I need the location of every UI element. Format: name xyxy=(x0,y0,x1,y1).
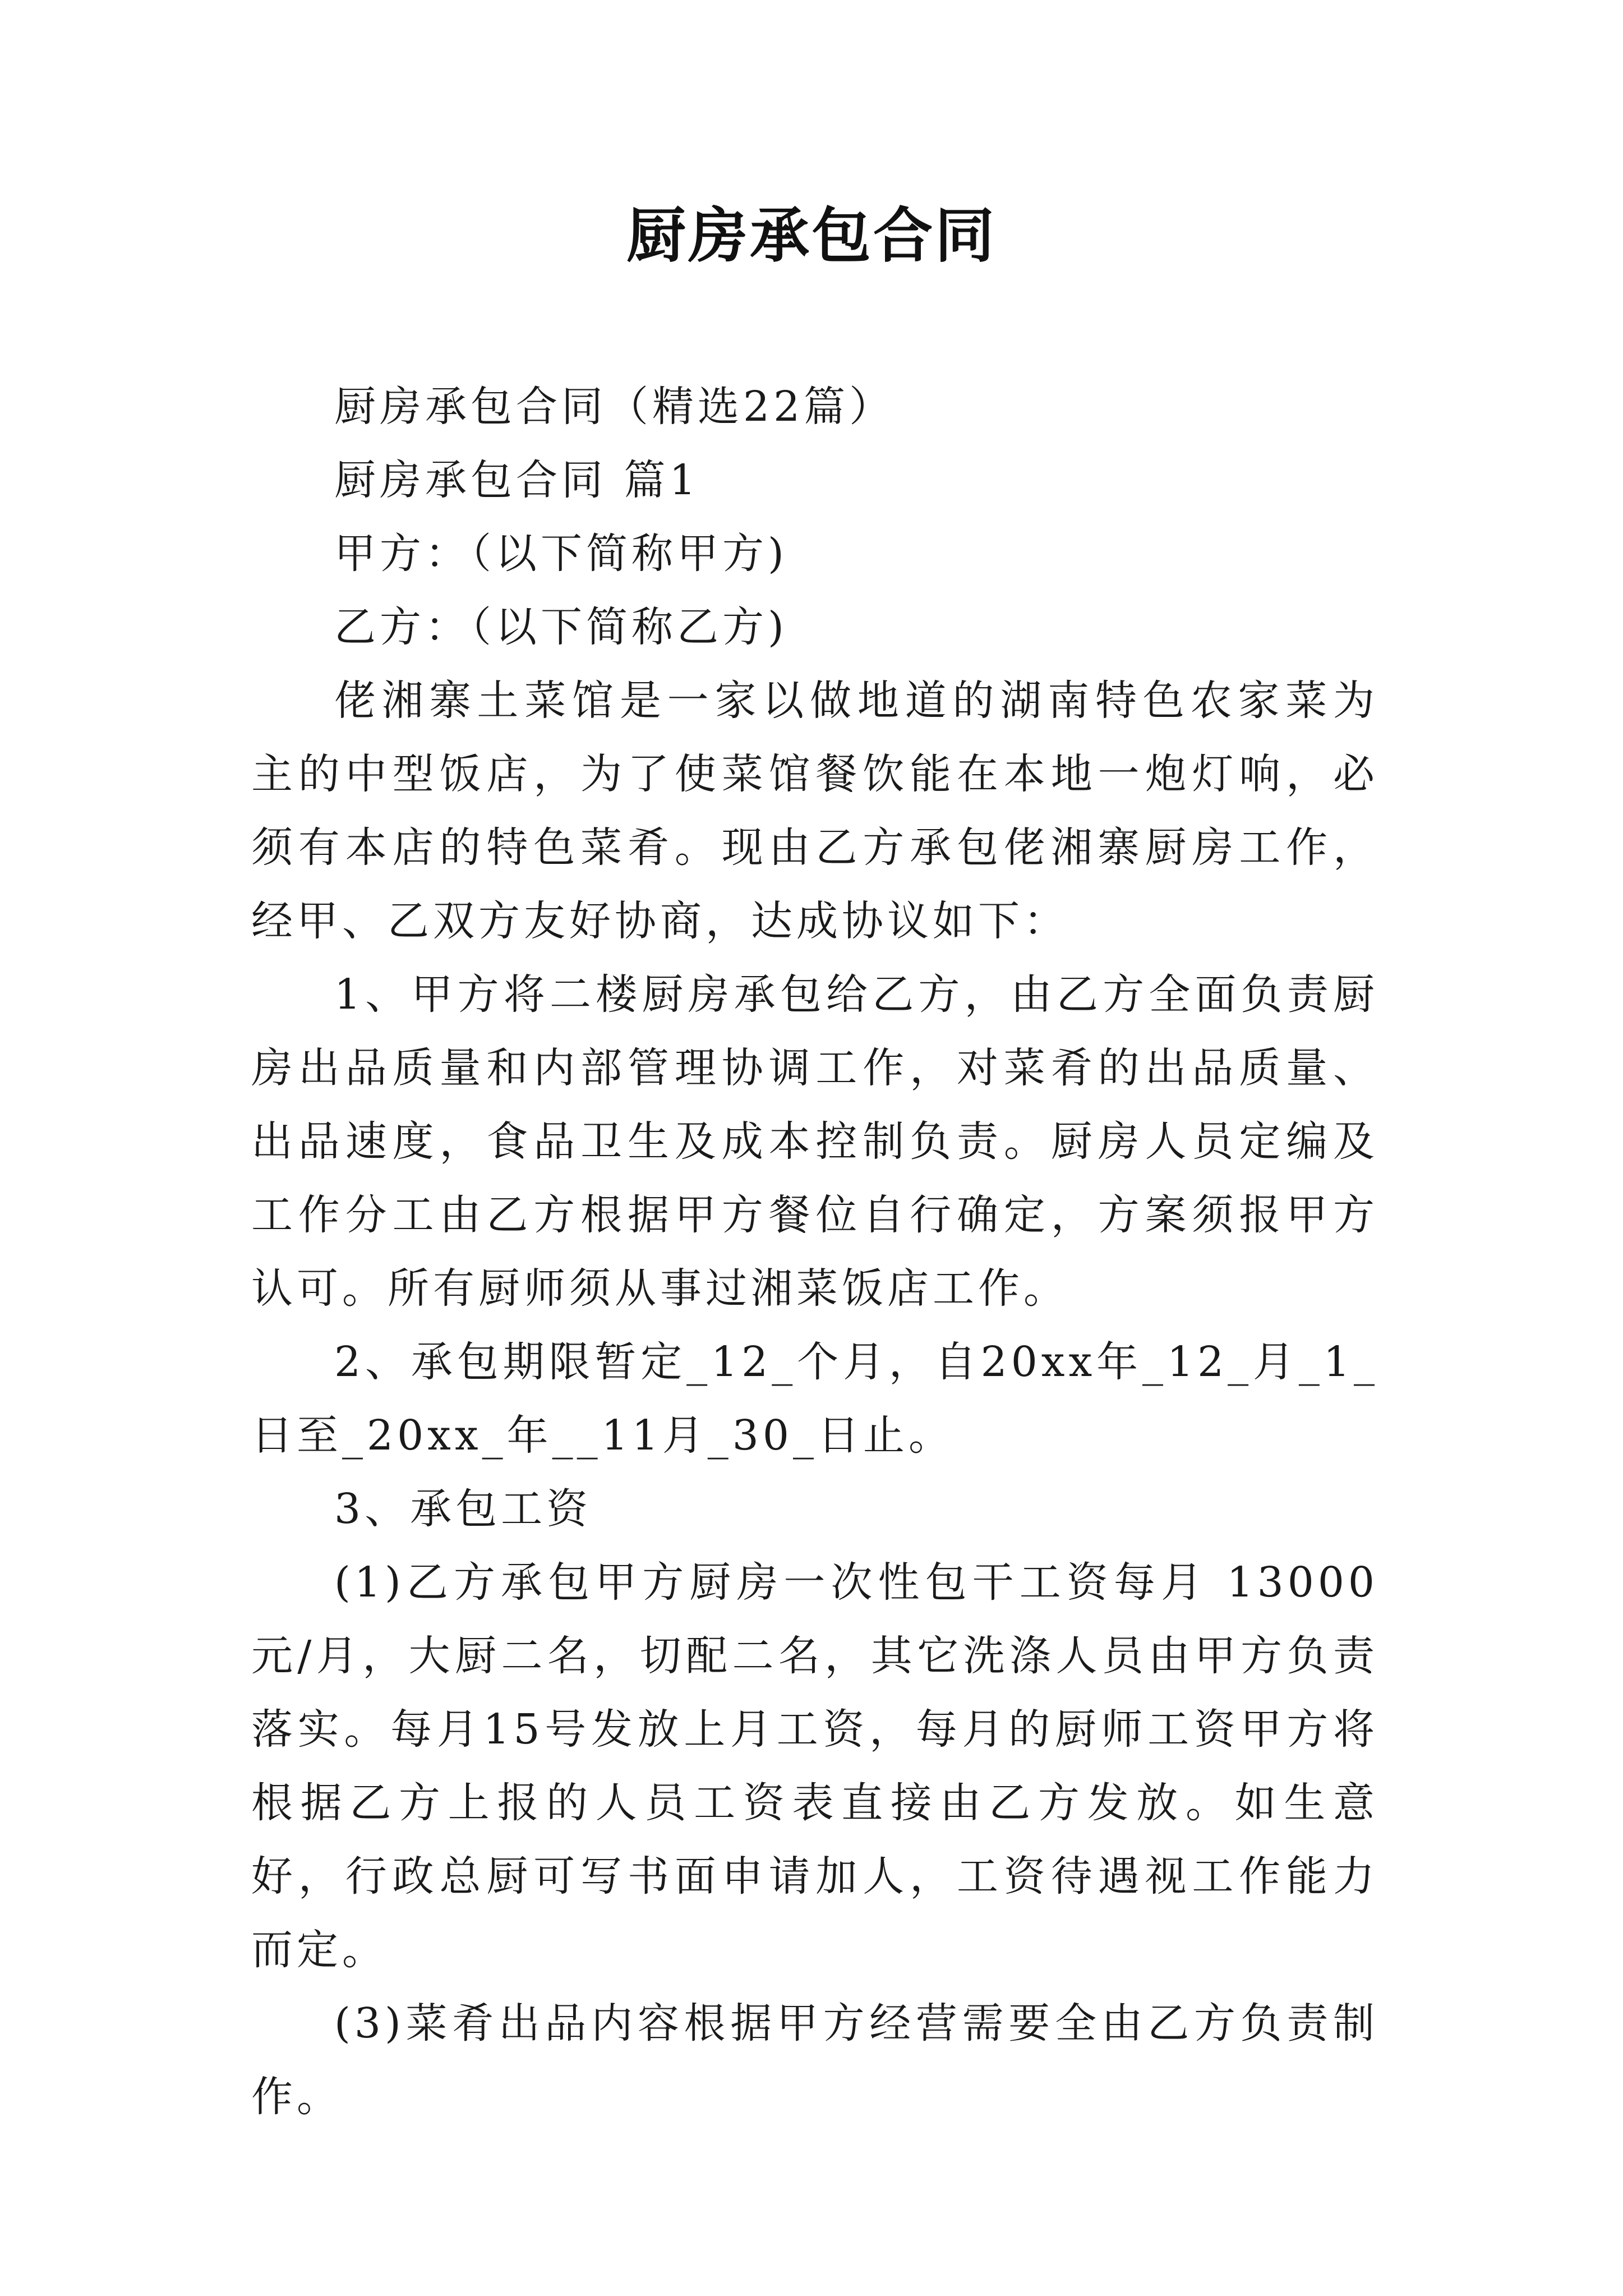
clause-3-item-3: (3)菜肴出品内容根据甲方经营需要全由乙方负责制作。 xyxy=(251,1999,1378,2121)
section-heading: 厨房承包合同 篇1 xyxy=(334,456,700,504)
clause-2: 2、承包期限暂定_12_个月，自20xx年_12_月_1_日至_20xx_年__11月_30_日止。 xyxy=(251,1338,1378,1460)
clause-3-heading: 3、承包工资 xyxy=(334,1485,592,1533)
clause-1: 1、甲方将二楼厨房承包给乙方，由乙方全面负责厨房出品质量和内部管理协调工作，对菜肴的出品质量、出品速度，食品卫生及成本控制负责。厨房人员定编及工作分工由乙方根据甲方餐位自行确定，方案须报甲方认可。所有厨师须从事过湘菜饭店工作。 xyxy=(251,970,1378,1313)
subtitle-paragraph: 厨房承包合同（精选22篇） xyxy=(334,383,895,431)
clause-3-item-1: (1)乙方承包甲方厨房一次性包干工资每月 13000元/月，大厨二名，切配二名，其它洗涤人员由甲方负责落实。每月15号发放上月工资，每月的厨师工资甲方将根据乙方上报的人员工资表直接由乙方发放。如生意好，行政总厨可写书面申请加人，工资待遇视工作能力而定。 xyxy=(251,1558,1378,1974)
document-body xyxy=(251,370,1378,2134)
party-b-line: 乙方：（以下简称乙方) xyxy=(334,603,788,651)
document-title: 厨房承包合同 xyxy=(626,200,997,270)
intro-paragraph: 佬湘寨土菜馆是一家以做地道的湖南特色农家菜为主的中型饭店，为了使菜馆餐饮能在本地一炮灯响，必须有本店的特色菜肴。现由乙方承包佬湘寨厨房工作，经甲、乙双方友好协商，达成协议如下： xyxy=(251,677,1378,945)
party-a-line: 甲方：（以下简称甲方) xyxy=(334,530,788,578)
